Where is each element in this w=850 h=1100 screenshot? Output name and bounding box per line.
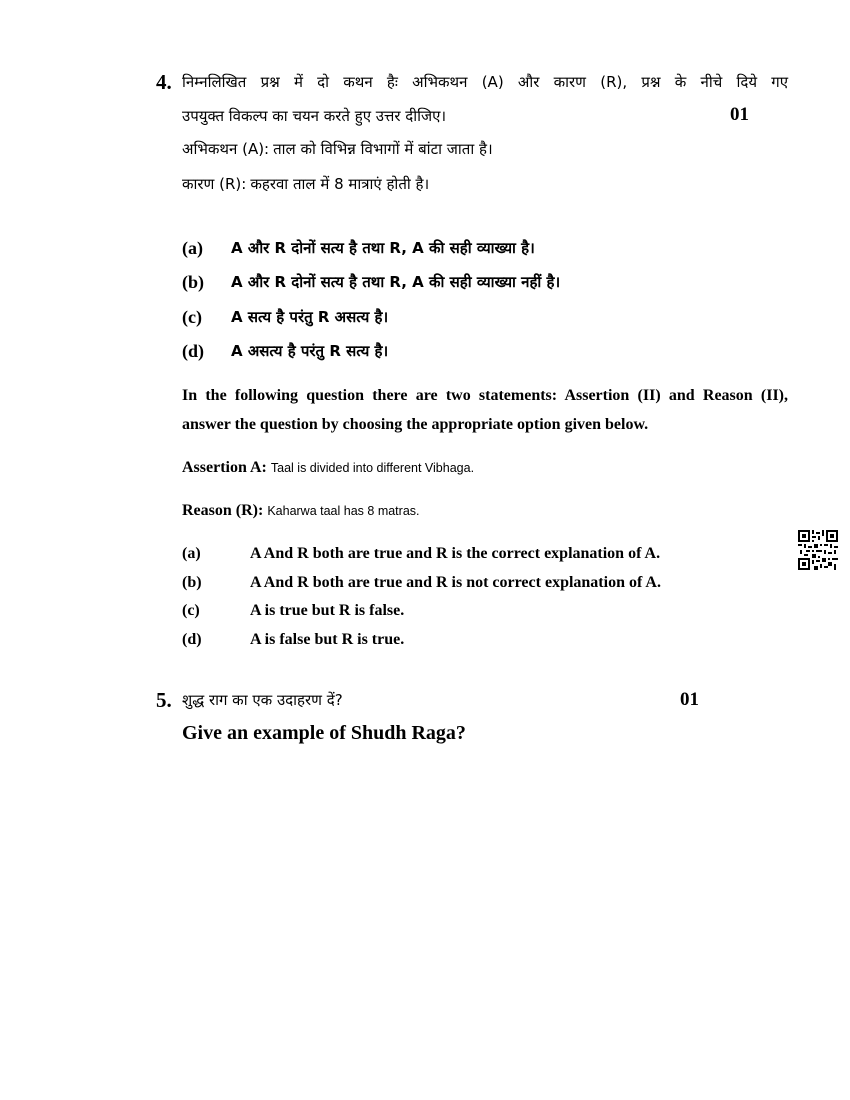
hindi-option-d-label: (d) [182, 341, 204, 361]
hindi-option-a-label: (a) [182, 238, 203, 258]
hindi-reason-label: कारण (R): [182, 175, 247, 193]
question-5-english-text: Give an example of Shudh Raga? [182, 722, 466, 744]
hindi-assertion [182, 139, 493, 159]
question-4-hindi-intro-line1: निम्नलिखित प्रश्न में दो कथन हैः अभिकथन (A) और कारण (R), प्रश्न के नीचे दिये गए [182, 73, 788, 91]
hindi-assertion-text: ताल को विभिन्न विभागों में बांटा जाता है। [273, 140, 493, 158]
english-option-b-text: A And R both are true and R is not correct explanation of A. [250, 574, 661, 591]
english-option-d-label: (d) [182, 631, 202, 648]
english-assertion-label: Assertion A: [182, 459, 267, 476]
english-intro-line2: answer the question by choosing the appropriate option given below. [182, 416, 649, 433]
english-reason-label: Reason (R): [182, 502, 264, 519]
hindi-assertion-label: अभिकथन (A): [182, 140, 270, 158]
english-intro-line1: In the following question there are two statements: Assertion (II) and Reason (II), [182, 387, 788, 404]
english-option-a-label: (a) [182, 545, 201, 562]
hindi-option-a-text: A और R दोनों सत्य है तथा R, A की सही व्याख्या है। [231, 239, 535, 257]
question-5-number: 5. [156, 688, 172, 712]
english-option-c-label: (c) [182, 602, 200, 619]
question-4-marks: 01 [730, 104, 749, 125]
hindi-option-b-text: A और R दोनों सत्य है तथा R, A की सही व्याख्या नहीं है। [231, 273, 561, 291]
english-option-a-text: A And R both are true and R is the correct explanation of A. [250, 545, 661, 562]
hindi-reason [182, 174, 429, 194]
question-5-hindi-text: शुद्ध राग का एक उदाहरण दें? [182, 691, 343, 709]
english-assertion [182, 459, 474, 477]
english-option-b-label: (b) [182, 574, 202, 591]
hindi-option-d-text: A असत्य है परंतु R सत्य है। [231, 342, 389, 360]
english-option-d-text: A is false but R is true. [250, 631, 405, 648]
hindi-reason-text: कहरवा ताल में 8 मात्राएं होती है। [250, 175, 430, 193]
english-reason [182, 502, 420, 520]
english-assertion-text: Taal is divided into different Vibhaga. [270, 461, 475, 475]
question-5-marks: 01 [680, 689, 699, 710]
english-option-c-text: A is true but R is false. [250, 602, 405, 619]
question-4-number: 4. [156, 70, 172, 94]
english-reason-text: Kaharwa taal has 8 matras. [267, 504, 420, 518]
qr-code-icon [798, 530, 838, 570]
hindi-option-c-label: (c) [182, 307, 202, 327]
hindi-option-b-label: (b) [182, 272, 204, 292]
hindi-option-c-text: A सत्य है परंतु R असत्य है। [231, 308, 389, 326]
question-4-hindi-intro-line2: उपयुक्त विकल्प का चयन करते हुए उत्तर दीजिए। [182, 107, 447, 125]
